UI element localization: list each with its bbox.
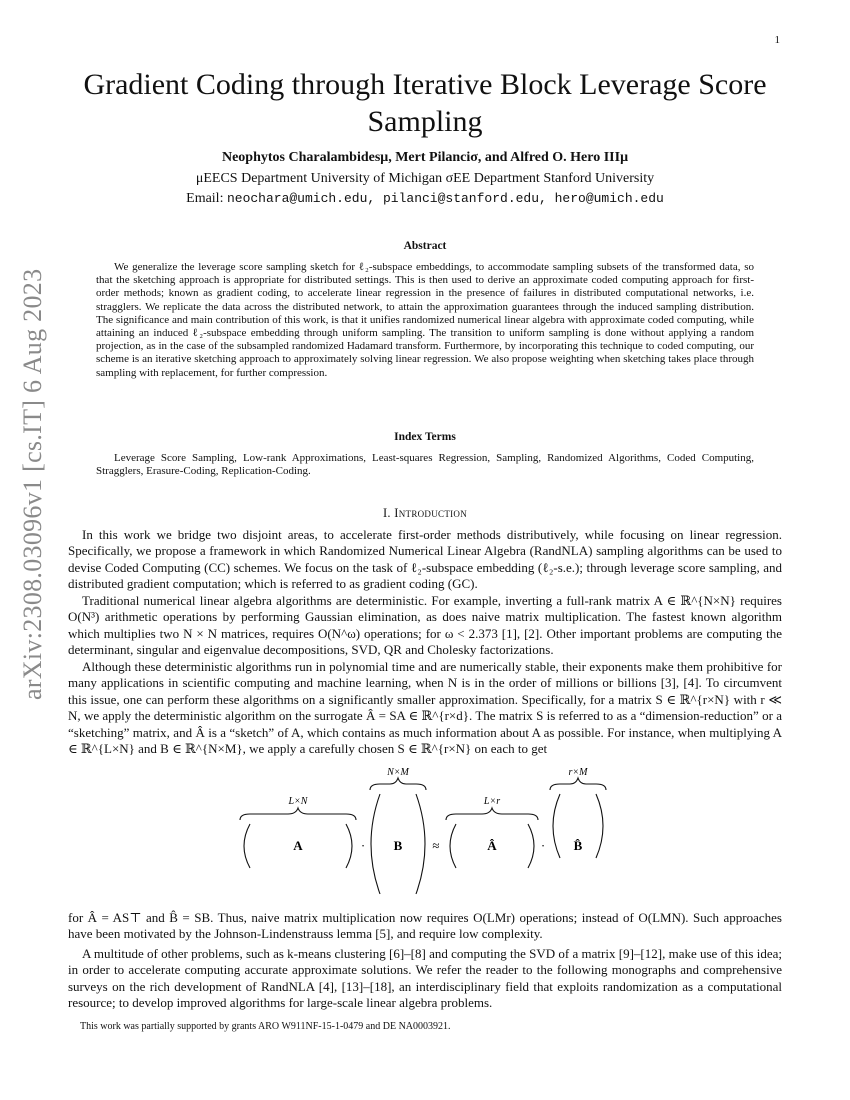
page-number: 1 xyxy=(774,34,780,46)
dim-label-A-hat: L×r xyxy=(483,796,501,807)
dim-label-B-hat: r×M xyxy=(568,768,588,778)
paren-A-left xyxy=(244,824,250,868)
paragraph-4: for Â = AS⊤ and B̂ = SB. Thus, naive matrix multiplication now requires O(LMr) operations; instead of O(LMN). Such approaches have been motivated by the Johnson-Lindenstrauss lemma [5], and require low complexity. xyxy=(68,910,782,942)
sketch-equation xyxy=(230,768,620,896)
abstract-text: We generalize the leverage score sampling sketch for ℓ₂-subspace embeddings, to accommodate sampling subsets of the transformed data, so that the sketching approach is appropriate for distributed settings. This is then used to derive an approximate coded computing approach for first-order methods; known as gradient coding, to accelerate linear regression in the presence of failures in distributed computational networks, i.e. stragglers. We replicate the data across the distributed network, to attain the approximation guarantees through the induced sampling distribution. The significance and main contribution of this work, is that it unifies randomized numerical linear algebra with approximate coded computing, while attaining an induced ℓ₂-subspace embedding through uniform sampling. The transition to uniform sampling is done without applying a random projection, as in the case of the subsampled randomized Hadamard transform. Furthermore, by incorporating this technique to coded computing, our scheme is an iterative sketching approach to approximately solving linear regression. We also propose weighting when sketching takes place through sampling with replacement, for further compression. xyxy=(96,261,754,379)
author-list: Neophytos Charalambidesμ, Mert Pilanciσ, and Alfred O. Hero IIIμ xyxy=(221,150,629,165)
abstract-heading: Abstract xyxy=(403,240,447,252)
paragraph-3: Although these deterministic algorithms run in polynomial time and are numerically stable, their exponents make them prohibitive for many applications in scientific computing and machine learning, when N is in the order of millions or billions [3], [4]. To circumvent this issue, one can perform these algorithms on a significantly smaller approximation. Specifically, for a matrix S ∈ ℝ^{r×N} with r ≪ N, we apply the deterministic algorithm on the surrogate Â = SA ∈ ℝ^{r×d}. The matrix S is referred to as a “dimension-reduction” or a “sketching” matrix, and Â is a “sketch” of A, which contains as much information about A as possible. For instance, when multiplying A ∈ ℝ^{L×N} and B ∈ ℝ^{N×M}, we apply a carefully chosen S ∈ ℝ^{r×N} on each to get xyxy=(68,659,782,757)
matrix-B: B xyxy=(393,838,403,853)
paren-B-hat-right xyxy=(596,794,603,858)
section-heading-introduction: I. Introduction xyxy=(382,506,468,520)
funding-footnote: This work was partially supported by grants ARO W911NF-15-1-0479 and DE NA0003921. xyxy=(80,1021,451,1032)
dot-operator-1: · xyxy=(360,838,366,853)
paren-A-right xyxy=(346,824,352,868)
email-addresses[interactable]: neochara@umich.edu, pilanci@stanford.edu, hero@umich.edu xyxy=(226,191,664,206)
dim-label-A: L×N xyxy=(288,796,308,807)
brace-A-hat xyxy=(446,808,538,820)
paren-A-hat-left xyxy=(450,824,456,868)
brace-A xyxy=(240,808,356,820)
paren-B-left xyxy=(371,794,380,894)
index-terms: Leverage Score Sampling, Low-rank Approximations, Least-squares Regression, Sampling, Randomized Algorithms, Coded Computing, Stragglers, Erasure-Coding, Replication-Coding. xyxy=(96,452,754,478)
paper-title: Gradient Coding through Iterative Block Leverage Score Sampling xyxy=(83,68,767,138)
dim-label-B: N×M xyxy=(387,768,409,778)
approx-operator: ≈ xyxy=(432,838,440,853)
matrix-B-hat: B̂ xyxy=(573,838,583,853)
paragraph-5: A multitude of other problems, such as k-means clustering [6]–[8] and computing the SVD of a matrix [9]–[12], make use of this idea; in order to accelerate computing accurate approximate solutions. We refer the reader to the following monographs and comprehensive surveys on the rich development of RandNLA [4], [13]–[18], an interdisciplinary field that exploits randomization as a computational resource; to develop improved algorithms for large-scale linear algebra problems. xyxy=(68,946,782,1011)
affiliations: μEECS Department University of Michigan σEE Department Stanford University xyxy=(195,171,655,186)
matrix-A-hat: Â xyxy=(487,838,497,853)
paren-B-right xyxy=(416,794,425,894)
brace-B-hat xyxy=(550,778,606,790)
paren-B-hat-left xyxy=(553,794,560,858)
brace-B xyxy=(370,778,426,790)
email-line xyxy=(60,191,790,207)
arxiv-stamp: arXiv:2308.03096v1 [cs.IT] 6 Aug 2023 xyxy=(18,268,47,700)
paren-A-hat-right xyxy=(528,824,534,868)
dot-operator-2: · xyxy=(540,838,546,853)
paragraph-2: Traditional numerical linear algebra algorithms are deterministic. For example, inverting a full-rank matrix A ∈ ℝ^{N×N} requires O(N³) arithmetic operations by performing Gaussian elimination, as does naive matrix multiplication. The fastest known algorithm which multiplies two N × N matrices, requires O(N^ω) operations; for ω < 2.373 [1], [2]. Other important problems are computing the determinant, singular and eigenvalue decompositions, SVD, QR and Cholesky factorizations. xyxy=(68,593,782,658)
email-label: Email: xyxy=(186,191,224,206)
index-terms-heading: Index Terms xyxy=(394,431,456,443)
matrix-A: A xyxy=(293,838,303,853)
paragraph-1: In this work we bridge two disjoint areas, to accelerate first-order methods distributively, while focusing on linear regression. Specifically, we propose a framework in which Randomized Numerical Linear Algebra (RandNLA) sampling algorithms can be used to devise Coded Computing (CC) schemes. We focus on the task of ℓ₂-subspace embedding (ℓ₂-s.e.); through leverage score sampling, and distributed gradient computation; which is referred to as gradient coding (GC). xyxy=(68,527,782,592)
abstract-body xyxy=(96,261,754,380)
